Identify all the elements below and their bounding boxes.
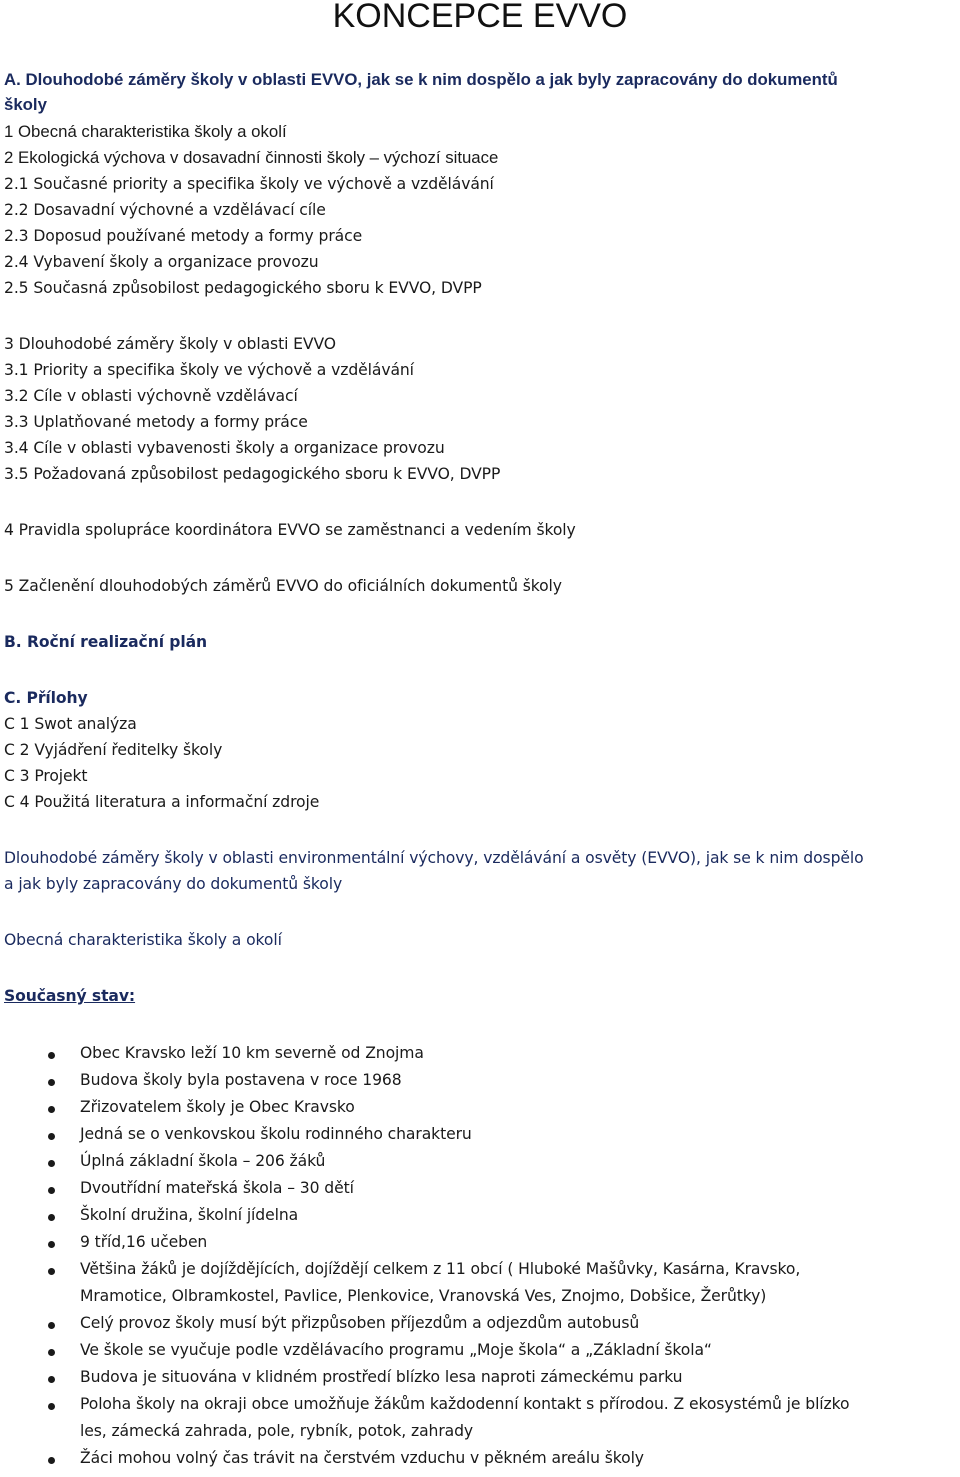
list-item: Většina žáků je dojíždějících, dojíždějí celkem z 11 obcí ( Hluboké Mašůvky, Kasárna, Kravsko, <box>80 1260 801 1278</box>
toc-item-1: 1 Obecná charakteristika školy a okolí <box>4 122 287 141</box>
toc-item-2-1: 2.1 Současné priority a specifika školy ve výchově a vzdělávání <box>4 175 494 193</box>
bullet-dot <box>48 1187 55 1194</box>
list-item: Zřizovatelem školy je Obec Kravsko <box>80 1098 355 1116</box>
list-item: Budova je situována v klidném prostředí blízko lesa naproti zámeckému parku <box>80 1368 683 1386</box>
appendix-c2: C 2 Vyjádření ředitelky školy <box>4 741 223 759</box>
toc-item-2-3: 2.3 Doposud používané metody a formy práce <box>4 227 363 245</box>
intro-paragraph-line2: a jak byly zapracovány do dokumentů školy <box>4 875 343 893</box>
bullet-dot <box>48 1457 55 1464</box>
list-item: Budova školy byla postavena v roce 1968 <box>80 1071 402 1089</box>
bullet-dot <box>48 1160 55 1167</box>
toc-item-4: 4 Pravidla spolupráce koordinátora EVVO se zaměstnanci a vedením školy <box>4 521 576 539</box>
bullet-dot <box>48 1052 55 1059</box>
list-item-continuation: Mramotice, Olbramkostel, Pavlice, Plenkovice, Vranovská Ves, Znojmo, Dobšice, Žerůtky) <box>80 1287 767 1305</box>
list-item: Jedná se o venkovskou školu rodinného charakteru <box>80 1125 472 1143</box>
current-state-heading: Současný stav: <box>4 987 136 1005</box>
bullet-dot <box>48 1268 55 1275</box>
toc-item-5: 5 Začlenění dlouhodobých záměrů EVVO do oficiálních dokumentů školy <box>4 577 562 595</box>
toc-item-2-2: 2.2 Dosavadní výchovné a vzdělávací cíle <box>4 201 326 219</box>
section-c-heading: C. Přílohy <box>4 689 88 707</box>
list-item: 9 tříd,16 učeben <box>80 1233 208 1251</box>
section-a-heading-line2: školy <box>4 95 47 114</box>
list-item: Ve škole se vyučuje podle vzdělávacího programu „Moje škola“ a „Základní škola“ <box>80 1341 712 1359</box>
list-item: Celý provoz školy musí být přizpůsoben příjezdům a odjezdům autobusů <box>80 1314 640 1332</box>
bullet-dot <box>48 1349 55 1356</box>
list-item: Žáci mohou volný čas trávit na čerstvém vzduchu v pěkném areálu školy <box>80 1449 644 1467</box>
section-b-heading: B. Roční realizační plán <box>4 633 208 651</box>
subheading-characteristics: Obecná charakteristika školy a okolí <box>4 931 282 949</box>
list-item: Obec Kravsko leží 10 km severně od Znojma <box>80 1044 424 1062</box>
document-title: KONCEPCE EVVO <box>332 0 628 35</box>
section-a-heading-line1: A. Dlouhodobé záměry školy v oblasti EVVO, jak se k nim dospělo a jak byly zapracovány do dokumentů <box>4 70 838 89</box>
appendix-c3: C 3 Projekt <box>4 767 88 785</box>
bullet-dot <box>48 1133 55 1140</box>
toc-item-2: 2 Ekologická výchova v dosavadní činnosti školy – výchozí situace <box>4 148 499 167</box>
list-item: Školní družina, školní jídelna <box>80 1206 299 1224</box>
bullet-dot <box>48 1241 55 1248</box>
bullet-dot <box>48 1376 55 1383</box>
list-item: Dvoutřídní mateřská škola – 30 dětí <box>80 1179 354 1197</box>
toc-item-2-4: 2.4 Vybavení školy a organizace provozu <box>4 253 319 271</box>
toc-item-3-2: 3.2 Cíle v oblasti výchovně vzdělávací <box>4 387 298 405</box>
toc-item-3-5: 3.5 Požadovaná způsobilost pedagogického sboru k EVVO, DVPP <box>4 465 501 483</box>
toc-item-3-3: 3.3 Uplatňované metody a formy práce <box>4 413 308 431</box>
list-item-continuation: les, zámecká zahrada, pole, rybník, potok, zahrady <box>80 1422 474 1440</box>
bullet-dot <box>48 1106 55 1113</box>
toc-item-3: 3 Dlouhodobé záměry školy v oblasti EVVO <box>4 335 336 353</box>
appendix-c4: C 4 Použitá literatura a informační zdroje <box>4 793 320 811</box>
toc-item-2-5: 2.5 Současná způsobilost pedagogického sboru k EVVO, DVPP <box>4 279 482 297</box>
toc-item-3-4: 3.4 Cíle v oblasti vybavenosti školy a organizace provozu <box>4 439 445 457</box>
list-item: Úplná základní škola – 206 žáků <box>80 1152 326 1170</box>
bullet-dot <box>48 1403 55 1410</box>
toc-item-3-1: 3.1 Priority a specifika školy ve výchově a vzdělávání <box>4 361 414 379</box>
bullet-dot <box>48 1322 55 1329</box>
bullet-dot <box>48 1079 55 1086</box>
list-item: Poloha školy na okraji obce umožňuje žákům každodenní kontakt s přírodou. Z ekosystémů je blízko <box>80 1395 850 1413</box>
bullet-dot <box>48 1214 55 1221</box>
appendix-c1: C 1 Swot analýza <box>4 715 137 733</box>
intro-paragraph-line1: Dlouhodobé záměry školy v oblasti environmentální výchovy, vzdělávání a osvěty (EVVO), jak se k nim dospělo <box>4 849 864 867</box>
